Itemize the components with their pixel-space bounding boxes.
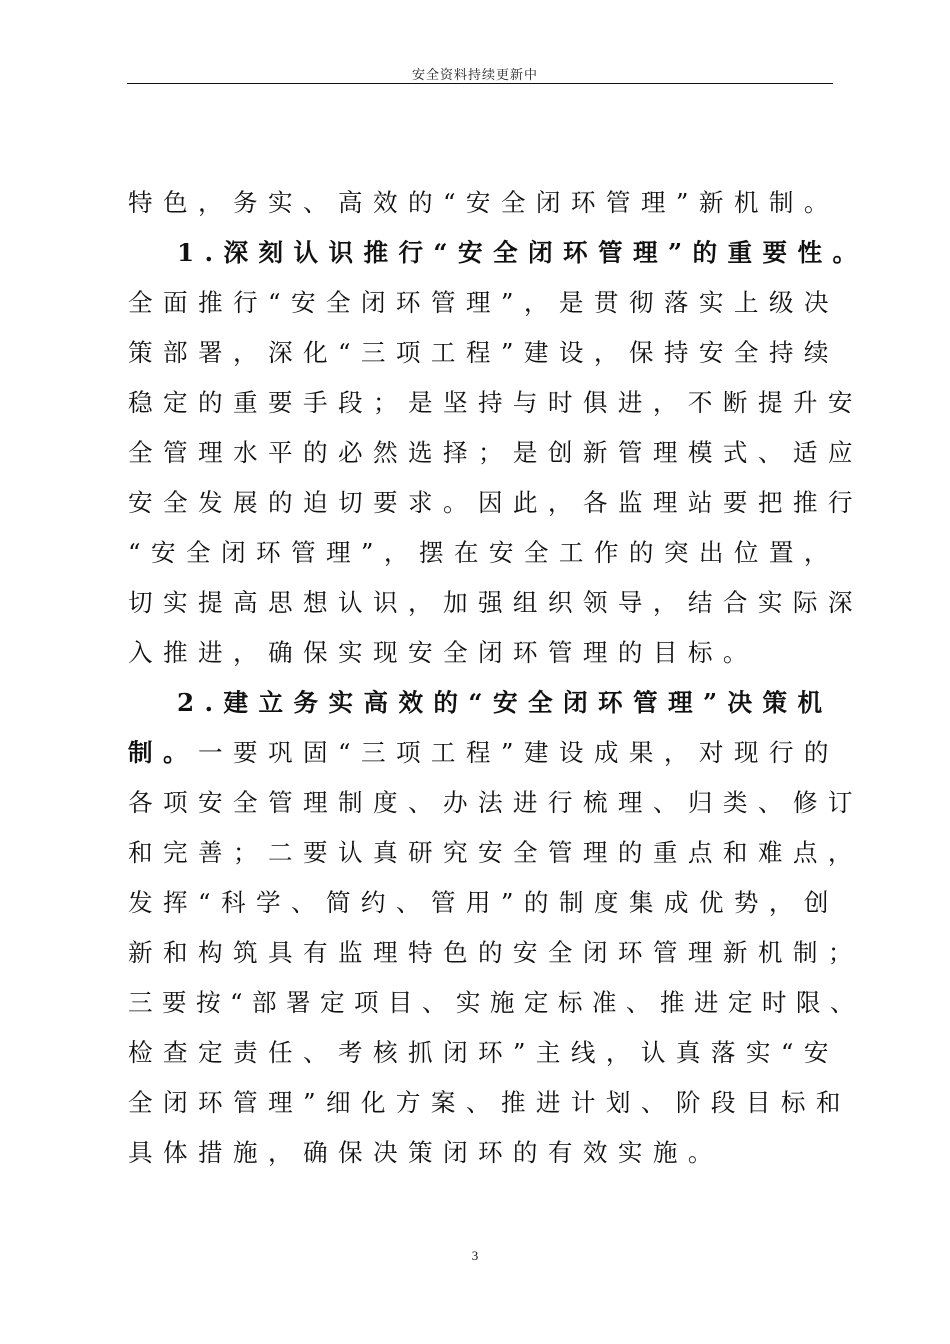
body-line: “安全闭环管理”，摆在安全工作的突出位置， [128,538,839,567]
section-heading-2-tail: 制。 [128,738,198,767]
body-line: 新和构筑具有监理特色的安全闭环管理新机制； [128,938,863,967]
body-line-text: 一要巩固“三项工程”建设成果，对现行的 [198,738,839,767]
page-header: 安全资料持续更新中 [411,68,538,83]
body-line: 稳定的重要手段；是坚持与时俱进，不断提升安 [128,388,863,417]
header-rule [127,83,833,84]
section-heading-1: 1.深刻认识推行“安全闭环管理”的重要性。 [177,238,868,267]
body-line: 全面推行“安全闭环管理”，是贯彻落实上级决 [128,288,839,317]
section-heading-2: 2.建立务实高效的“安全闭环管理”决策机 [177,688,833,717]
body-line [128,728,840,778]
body-line: 策部署，深化“三项工程”建设，保持安全持续 [128,338,839,367]
page-number: 3 [471,1248,479,1263]
body-line: 入推进，确保实现安全闭环管理的目标。 [128,638,758,667]
body-line: 切实提高思想认识，加强组织领导，结合实际深 [128,588,863,617]
body-line: 全管理水平的必然选择；是创新管理模式、适应 [128,438,863,467]
body-line: 安全发展的迫切要求。因此，各监理站要把推行 [128,488,863,517]
body-line: 发挥“科学、简约、管用”的制度集成优势，创 [128,888,839,917]
body-line: 检查定责任、考核抓闭环”主线，认真落实“安 [128,1038,839,1067]
body-line: 具体措施，确保决策闭环的有效实施。 [128,1138,723,1167]
body-line: 特色，务实、高效的“安全闭环管理”新机制。 [128,188,839,217]
body-line: 全闭环管理”细化方案、推进计划、阶段目标和 [128,1088,851,1117]
body-line: 和完善；二要认真研究安全管理的重点和难点， [128,838,863,867]
document-body [128,178,868,1178]
body-line: 三要按“部署定项目、实施定标准、推进定时限、 [128,988,864,1017]
body-line: 各项安全管理制度、办法进行梳理、归类、修订 [128,788,863,817]
